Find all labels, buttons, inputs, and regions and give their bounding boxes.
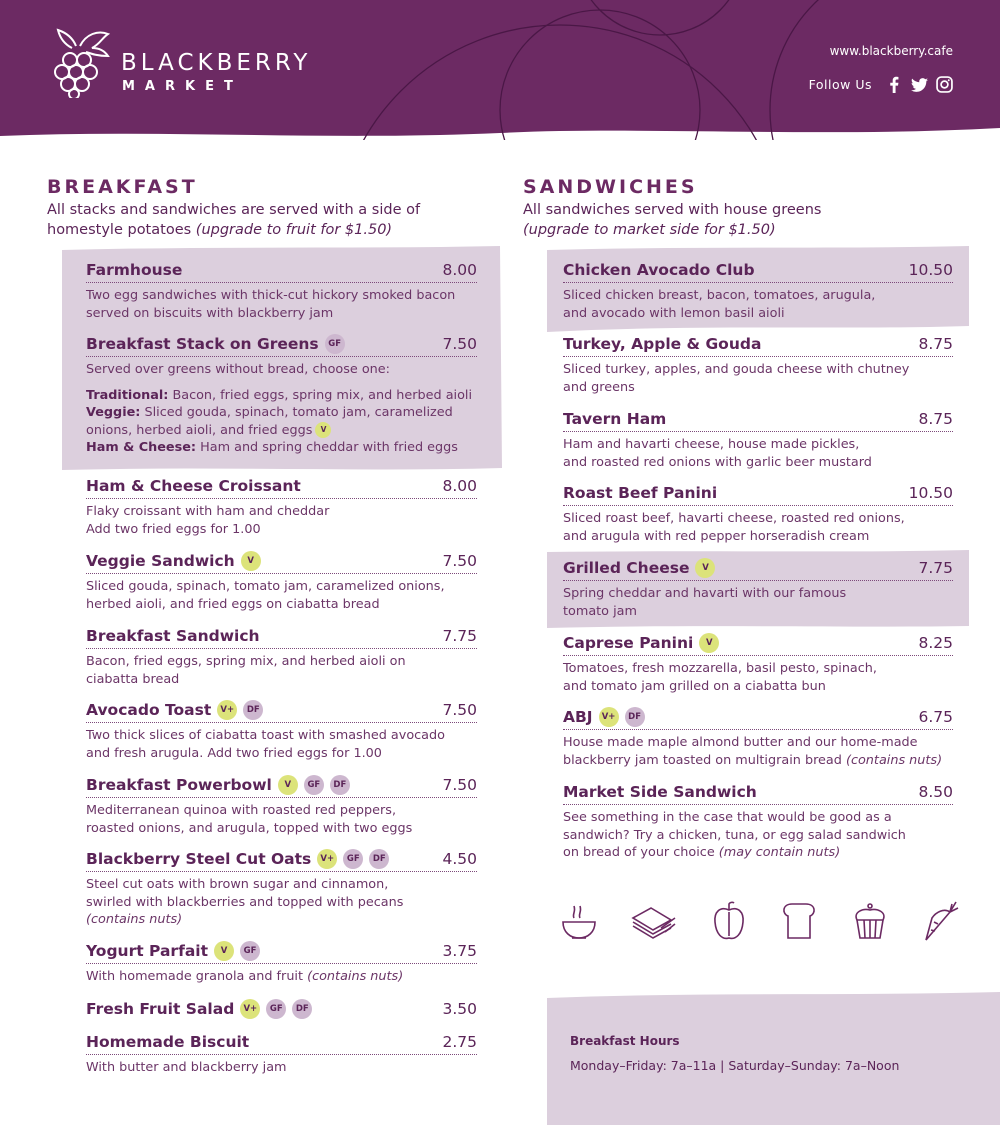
vplus-badge: V+ (599, 707, 619, 727)
gf-badge: GF (343, 849, 363, 869)
v-badge: V (699, 633, 719, 653)
item-price: 7.50 (442, 552, 477, 570)
item-description: See something in the case that would be good as a sandwich? Try a chicken, tuna, or egg salad sandwich on bread of your choice (may contain nuts) (563, 810, 906, 860)
item-description: Ham and havarti cheese, house made pickles, and roasted red onions with garlic beer mustard (563, 437, 872, 470)
item-price: 7.50 (442, 701, 477, 719)
item-description: Sliced turkey, apples, and gouda cheese with chutney and greens (563, 362, 910, 395)
item-description: Mediterranean quinoa with roasted red peppers, roasted onions, and arugula, topped with two eggs (86, 803, 413, 836)
menu-item-homemade-biscuit: Homemade Biscuit 2.75 With butter and blackberry jam (86, 1030, 477, 1077)
carrot-icon (922, 900, 960, 942)
df-badge: DF (243, 700, 263, 720)
item-description: Served over greens without bread, choose one: Traditional: Bacon, fried eggs, spring mix, and herbed aioli Veggie: Sliced gouda, spinach, tomato jam, caramelized onions, herbed aioli, and fried eggs V Ham & Cheese: Ham and spring cheddar with fried eggs (86, 362, 473, 455)
menu-item-turkey-apple-gouda: Turkey, Apple & Gouda 8.75 Sliced turkey, apples, and gouda cheese with chutney and greens (563, 332, 953, 396)
hours-text: Monday–Friday: 7a–11a | Saturday–Sunday: 7a–Noon (570, 1058, 900, 1073)
cupcake-icon (851, 900, 889, 942)
v-badge: V (214, 941, 234, 961)
brand-name: BLACKBERRY (121, 50, 312, 76)
follow-label: Follow Us (808, 77, 872, 92)
menu-item-chicken-avocado-club: Chicken Avocado Club 10.50 Sliced chicken breast, bacon, tomatoes, arugula, and avocado with lemon basil aioli (563, 258, 953, 322)
item-price: 10.50 (908, 261, 953, 279)
v-badge: V (241, 551, 261, 571)
breakfast-subtitle: All stacks and sandwiches are served with a side of homestyle potatoes (upgrade to fruit for $1.50) (47, 202, 421, 238)
item-price: 10.50 (908, 484, 953, 502)
menu-item-grilled-cheese: Grilled Cheese V 7.75 Spring cheddar and havarti with our famous tomato jam (563, 556, 953, 620)
item-price: 2.75 (442, 1033, 477, 1051)
item-description: With homemade granola and fruit (contains nuts) (86, 969, 404, 984)
menu-item-fresh-fruit-salad: Fresh Fruit Salad V+ GF DF 3.50 (86, 1000, 477, 1018)
gf-badge: GF (325, 334, 345, 354)
brand-subname: MARKET (122, 79, 243, 94)
menu-item-avocado-toast: Avocado Toast V+ DF 7.50 Two thick slices of ciabatta toast with smashed avocado and fresh arugula. Add two fried eggs for 1.00 (86, 698, 477, 762)
gf-badge: GF (266, 999, 286, 1019)
item-description: With butter and blackberry jam (86, 1060, 287, 1075)
vplus-badge: V+ (317, 849, 337, 869)
item-description: Tomatoes, fresh mozzarella, basil pesto, spinach, and tomato jam grilled on a ciabatta bun (563, 661, 877, 694)
sandwiches-title: SANDWICHES (523, 176, 698, 198)
menu-item-ham-cheese-croissant: Ham & Cheese Croissant 8.00 Flaky croissant with ham and cheddar Add two fried eggs for 1.00 (86, 474, 477, 538)
menu-item-breakfast-powerbowl: Breakfast Powerbowl V GF DF 7.50 Mediterranean quinoa with roasted red peppers, roasted onions, and arugula, topped with two eggs (86, 773, 477, 837)
item-price: 8.25 (918, 634, 953, 652)
menu-item-breakfast-stack: Breakfast Stack on Greens GF 7.50 Served over greens without bread, choose one: Traditional: Bacon, fried eggs, spring mix, and herbed aioli Veggie: Sliced gouda, spinach, tomato jam, caramelized onions, herbed aioli, and fried eggs V Ham & Cheese: Ham and spring cheddar with fried eggs (86, 332, 477, 457)
item-price: 4.50 (442, 850, 477, 868)
df-badge: DF (292, 999, 312, 1019)
bread-slice-icon (780, 900, 818, 942)
social-links (809, 76, 953, 93)
sandwich-icon (631, 900, 677, 942)
item-price: 7.75 (442, 627, 477, 645)
menu-item-yogurt-parfait: Yogurt Parfait V GF 3.75 With homemade granola and fruit (contains nuts) (86, 939, 477, 986)
item-description: Two thick slices of ciabatta toast with smashed avocado and fresh arugula. Add two fried eggs for 1.00 (86, 728, 445, 761)
menu-item-steel-cut-oats: Blackberry Steel Cut Oats V+ GF DF 4.50 Steel cut oats with brown sugar and cinnamon, swirled with blackberries and topped with pecans (contains nuts) (86, 847, 477, 929)
item-price: 7.75 (918, 559, 953, 577)
item-price: 8.00 (442, 261, 477, 279)
twitter-icon[interactable] (911, 76, 928, 93)
menu-item-veggie-sandwich: Veggie Sandwich V 7.50 Sliced gouda, spinach, tomato jam, caramelized onions, herbed aioli, and fried eggs on ciabatta bread (86, 549, 477, 613)
item-description: Two egg sandwiches with thick-cut hickory smoked bacon served on biscuits with blackberry jam (86, 288, 456, 321)
item-price: 8.50 (918, 783, 953, 801)
item-description: Bacon, fried eggs, spring mix, and herbed aioli on ciabatta bread (86, 654, 406, 687)
menu-item-abj: ABJ V+ DF 6.75 House made maple almond butter and our home-made blackberry jam toasted on multigrain bread (contains nuts) (563, 705, 953, 769)
breakfast-title: BREAKFAST (47, 176, 198, 198)
blackberry-logo-icon (46, 26, 112, 98)
soup-bowl-icon (560, 900, 598, 942)
item-price: 8.00 (442, 477, 477, 495)
item-price: 7.50 (442, 335, 477, 353)
item-description: Sliced chicken breast, bacon, tomatoes, arugula, and avocado with lemon basil aioli (563, 288, 876, 321)
header-banner (0, 0, 1000, 140)
hours-title: Breakfast Hours (570, 1034, 680, 1048)
gf-badge: GF (304, 775, 324, 795)
instagram-icon[interactable] (936, 76, 953, 93)
food-icons-row (560, 900, 960, 942)
sandwiches-subtitle: All sandwiches served with house greens (upgrade to market side for $1.50) (523, 202, 822, 238)
item-price: 8.75 (918, 335, 953, 353)
menu-item-roast-beef-panini: Roast Beef Panini 10.50 Sliced roast beef, havarti cheese, roasted red onions, and arugula with red pepper horseradish cream (563, 481, 953, 545)
breakfast-hours-box (547, 990, 1000, 1125)
menu-item-caprese-panini: Caprese Panini V 8.25 Tomatoes, fresh mozzarella, basil pesto, spinach, and tomato jam grilled on a ciabatta bun (563, 631, 953, 695)
df-badge: DF (625, 707, 645, 727)
item-price: 7.50 (442, 776, 477, 794)
df-badge: DF (369, 849, 389, 869)
facebook-icon[interactable] (886, 76, 903, 93)
menu-item-market-side-sandwich: Market Side Sandwich 8.50 See something in the case that would be good as a sandwich? Try a chicken, tuna, or egg salad sandwich on bread of your choice (may contain nuts) (563, 780, 953, 862)
vplus-badge: V+ (240, 999, 260, 1019)
item-description: Steel cut oats with brown sugar and cinnamon, swirled with blackberries and topped with pecans (contains nuts) (86, 877, 404, 927)
breakfast-section (47, 176, 477, 1086)
v-badge: V (695, 558, 715, 578)
item-price: 6.75 (918, 708, 953, 726)
item-description: Sliced roast beef, havarti cheese, roasted red onions, and arugula with red pepper horseradish cream (563, 511, 905, 544)
vplus-badge: V+ (217, 700, 237, 720)
item-price: 8.75 (918, 410, 953, 428)
menu-item-breakfast-sandwich: Breakfast Sandwich 7.75 Bacon, fried eggs, spring mix, and herbed aioli on ciabatta bread (86, 624, 477, 688)
menu-item-farmhouse: Farmhouse 8.00 Two egg sandwiches with thick-cut hickory smoked bacon served on biscuits with blackberry jam (86, 258, 477, 322)
item-description: Flaky croissant with ham and cheddar Add two fried eggs for 1.00 (86, 504, 330, 537)
item-description: Spring cheddar and havarti with our famous tomato jam (563, 586, 847, 619)
website-link[interactable]: www.blackberry.cafe (829, 44, 953, 58)
menu-item-tavern-ham: Tavern Ham 8.75 Ham and havarti cheese, house made pickles, and roasted red onions with garlic beer mustard (563, 407, 953, 471)
bell-pepper-icon (710, 900, 748, 942)
gf-badge: GF (240, 941, 260, 961)
v-badge: V (278, 775, 298, 795)
v-badge: V (315, 422, 331, 438)
item-description: House made maple almond butter and our home-made blackberry jam toasted on multigrain bread (contains nuts) (563, 735, 943, 768)
item-price: 3.50 (442, 1000, 477, 1018)
df-badge: DF (330, 775, 350, 795)
sandwiches-section (523, 176, 953, 876)
item-price: 3.75 (442, 942, 477, 960)
item-description: Sliced gouda, spinach, tomato jam, caramelized onions, herbed aioli, and fried eggs on ciabatta bread (86, 579, 445, 612)
